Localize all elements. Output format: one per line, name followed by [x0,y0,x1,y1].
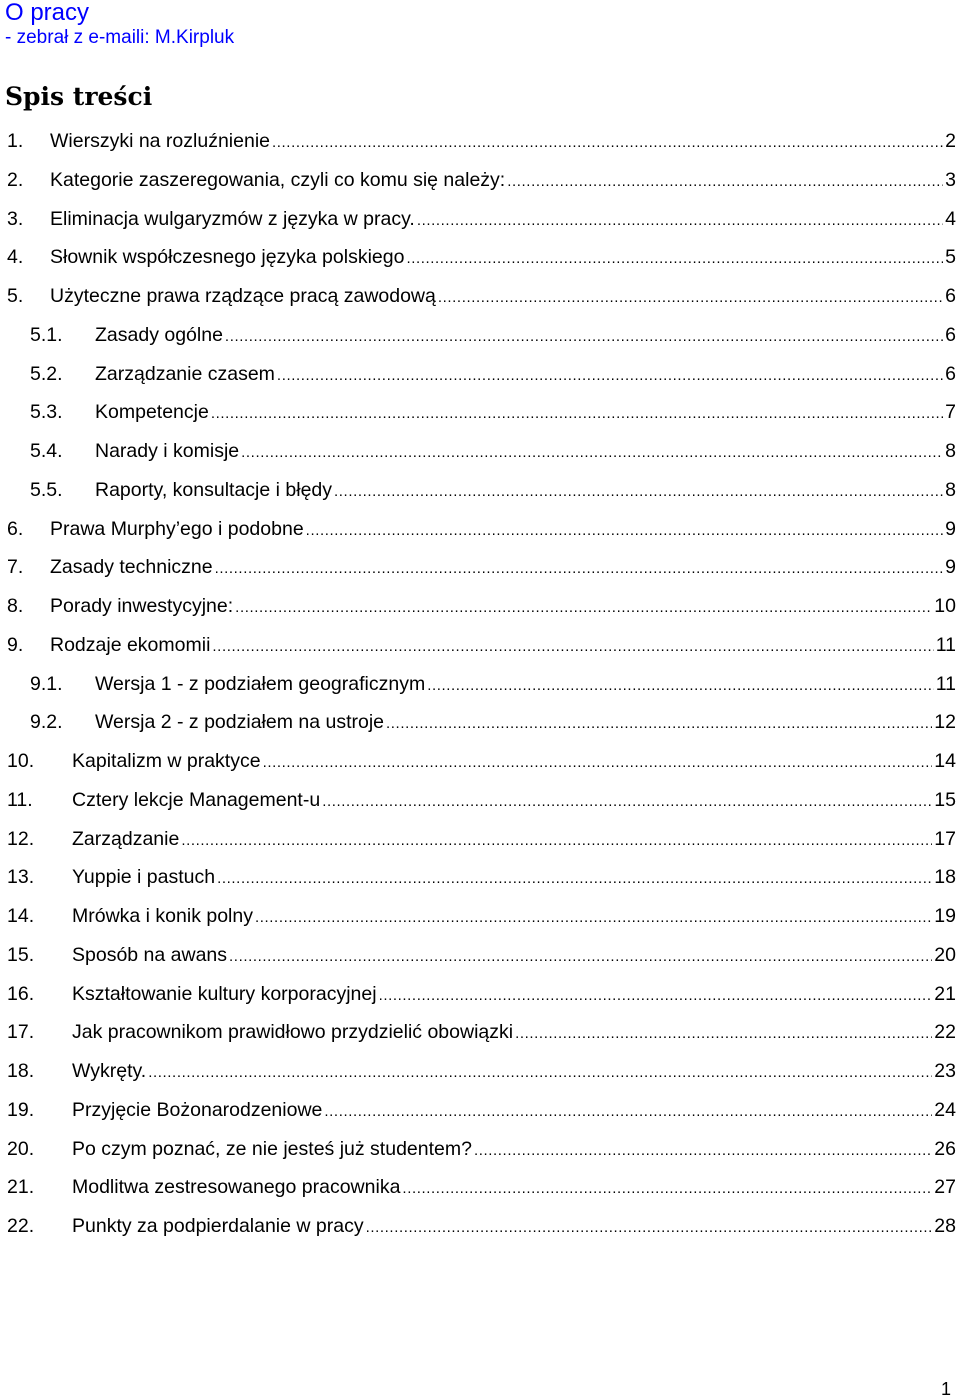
dot-leader [217,860,932,899]
toc-entry-page: 6 [945,285,956,307]
toc-entry-label: Użyteczne prawa rządzące pracą zawodową [50,285,436,307]
dot-leader [322,783,932,822]
toc-entry[interactable] [0,1130,960,1169]
toc-entry-number: 16. [7,982,35,1005]
toc-entry-page: 9 [945,556,956,579]
dot-leader [181,822,932,861]
page-number: 1 [940,1379,951,1399]
toc-entry[interactable] [0,781,960,820]
toc-entry-page: 3 [945,168,956,191]
toc-entry[interactable] [0,1207,960,1246]
toc-entry-number: 5.1. [30,323,63,346]
toc-entry[interactable] [0,975,960,1014]
toc-entry-number: 15. [7,943,35,966]
toc-entry[interactable] [0,665,960,704]
toc-entry-number: 5. [7,285,24,307]
document-subtitle: - zebrał z e-maili: M.Kirpluk [5,27,235,48]
toc-entry[interactable] [0,587,960,626]
dot-leader [263,744,933,783]
toc-entry-number: 9.2. [30,711,63,734]
toc-entry-number: 9. [7,633,24,656]
toc-entry-label: Kształtowanie kultury korporacyjnej [72,982,377,1005]
table-of-contents [0,122,960,1246]
toc-entry-number: 4. [7,246,24,269]
toc-entry-page: 9 [945,517,956,540]
toc-entry-page: 14 [934,750,956,772]
toc-entry-label: Narady i komisje [95,440,240,462]
toc-entry-page: 4 [945,207,956,230]
dot-leader [235,589,932,628]
dot-leader [212,628,933,667]
toc-entry-label: Mrówka i konik polny [72,905,253,927]
toc-entry[interactable] [0,703,960,742]
toc-entry-number: 5.2. [30,362,63,385]
toc-entry-page: 5 [945,246,956,269]
toc-entry-page: 6 [945,323,956,346]
toc-entry-label: Punkty za podpierdalanie w pracy [72,1215,364,1237]
toc-entry-page: 20 [934,943,956,966]
toc-entry-number: 20. [7,1137,35,1160]
dot-leader [241,434,943,473]
toc-entry-label: Yuppie i pastuch [72,866,216,889]
toc-entry-number: 13. [7,866,35,889]
dot-leader [406,240,943,279]
toc-entry-page: 2 [945,130,956,152]
toc-entry[interactable] [0,355,960,394]
toc-entry[interactable] [0,742,960,781]
toc-entry-page: 15 [934,788,956,811]
toc-entry-number: 19. [7,1098,35,1121]
toc-entry-page: 8 [945,478,956,501]
toc-entry-number: 10. [7,750,35,772]
toc-entry[interactable] [0,936,960,975]
toc-entry-number: 1. [7,130,24,152]
toc-entry-label: Wersja 1 - z podziałem geograficznym [95,672,426,695]
toc-entry-number: 12. [7,827,35,850]
toc-entry-label: Rodzaje ekomomii [50,633,211,656]
toc-entry[interactable] [0,432,960,471]
toc-entry-page: 10 [934,595,956,617]
toc-entry[interactable] [0,277,960,316]
dot-leader [277,357,943,396]
dot-leader [379,977,933,1016]
dot-leader [515,1015,932,1054]
dot-leader [386,705,932,744]
toc-entry-number: 6. [7,517,24,540]
toc-entry-label: Słownik współczesnego języka polskiego [50,246,405,269]
dot-leader [324,1093,932,1132]
toc-entry-label: Kompetencje [95,401,209,424]
toc-entry-number: 9.1. [30,672,63,695]
toc-entry-number: 5.4. [30,440,63,462]
toc-entry[interactable] [0,1052,960,1091]
toc-entry-label: Zarządzanie czasem [95,362,275,385]
toc-entry[interactable] [0,200,960,239]
toc-entry-page: 17 [934,827,956,850]
toc-entry-number: 5.5. [30,478,63,501]
toc-entry-number: 2. [7,168,24,191]
dot-leader [306,512,943,551]
toc-entry-label: Zarządzanie [72,827,180,850]
toc-entry[interactable] [0,1091,960,1130]
toc-entry-number: 3. [7,207,24,230]
toc-entry-page: 11 [935,633,956,656]
toc-entry-label: Cztery lekcje Management-u [72,788,321,811]
dot-leader [427,667,934,706]
toc-entry-number: 22. [7,1215,35,1237]
toc-entry[interactable] [0,471,960,510]
toc-entry[interactable] [0,510,960,549]
toc-entry-page: 6 [945,362,956,385]
toc-entry-label: Wersja 2 - z podziałem na ustroje [95,711,385,734]
toc-entry-page: 28 [934,1215,956,1237]
toc-entry-number: 8. [7,595,24,617]
dot-leader [402,1170,932,1209]
dot-leader [148,1054,932,1093]
dot-leader [507,163,943,202]
toc-entry-page: 7 [945,401,956,424]
dot-leader [229,938,932,977]
dot-leader [211,395,943,434]
toc-entry-label: Modlitwa zestresowanego pracownika [72,1176,401,1199]
toc-entry[interactable] [0,1013,960,1052]
toc-entry[interactable] [0,1168,960,1207]
toc-entry[interactable] [0,316,960,355]
toc-entry-number: 11. [7,788,33,811]
toc-entry-label: Sposób na awans [72,943,228,966]
toc-entry-label: Zasady ogólne [95,323,223,346]
toc-entry-label: Po czym poznać, ze nie jesteś już studentem? [72,1137,472,1160]
document-title: O pracy [5,0,90,26]
toc-entry[interactable] [0,626,960,665]
toc-entry[interactable] [0,393,960,432]
toc-entry-number: 21. [7,1176,35,1199]
toc-entry[interactable] [0,238,960,277]
dot-leader [272,124,943,163]
toc-heading: Spis treści [5,82,153,111]
toc-entry-page: 26 [934,1137,956,1160]
toc-entry-number: 18. [7,1060,35,1082]
dot-leader [215,550,944,589]
toc-entry-label: Jak pracownikom prawidłowo przydzielić obowiązki [72,1021,514,1044]
dot-leader [474,1132,932,1171]
dot-leader [225,318,943,357]
toc-entry-page: 8 [945,440,956,462]
toc-entry-page: 18 [934,866,956,889]
toc-entry-label: Eliminacja wulgaryzmów z języka w pracy. [50,207,415,230]
toc-entry[interactable] [0,897,960,936]
toc-entry[interactable] [0,161,960,200]
toc-entry-label: Zasady techniczne [50,556,213,579]
toc-entry-number: 14. [7,905,35,927]
toc-entry-page: 27 [934,1176,956,1199]
toc-entry-label: Wykręty. [72,1060,147,1082]
toc-entry-label: Prawa Murphy’ego i podobne [50,517,304,540]
toc-entry-label: Kapitalizm w praktyce [72,750,261,772]
dot-leader [255,899,932,938]
dot-leader [334,473,943,512]
toc-entry[interactable] [0,122,960,161]
toc-entry-number: 17. [7,1021,35,1044]
toc-entry-page: 11 [935,672,956,695]
toc-entry[interactable] [0,548,960,587]
toc-entry-page: 24 [934,1098,956,1121]
dot-leader [438,279,943,318]
toc-entry-page: 23 [934,1060,956,1082]
toc-entry-label: Kategorie zaszeregowania, czyli co komu się należy: [50,168,506,191]
toc-entry[interactable] [0,858,960,897]
toc-entry[interactable] [0,820,960,859]
toc-entry-page: 22 [934,1021,956,1044]
dot-leader [366,1209,933,1248]
toc-entry-label: Raporty, konsultacje i błędy [95,478,333,501]
toc-entry-label: Przyjęcie Bożonarodzeniowe [72,1098,323,1121]
dot-leader [417,202,943,241]
toc-entry-page: 19 [934,905,956,927]
toc-entry-page: 12 [934,711,956,734]
toc-entry-page: 21 [934,982,956,1005]
toc-entry-label: Porady inwestycyjne: [50,595,234,617]
toc-entry-number: 7. [7,556,24,579]
toc-entry-label: Wierszyki na rozluźnienie [50,130,270,152]
toc-entry-number: 5.3. [30,401,63,424]
